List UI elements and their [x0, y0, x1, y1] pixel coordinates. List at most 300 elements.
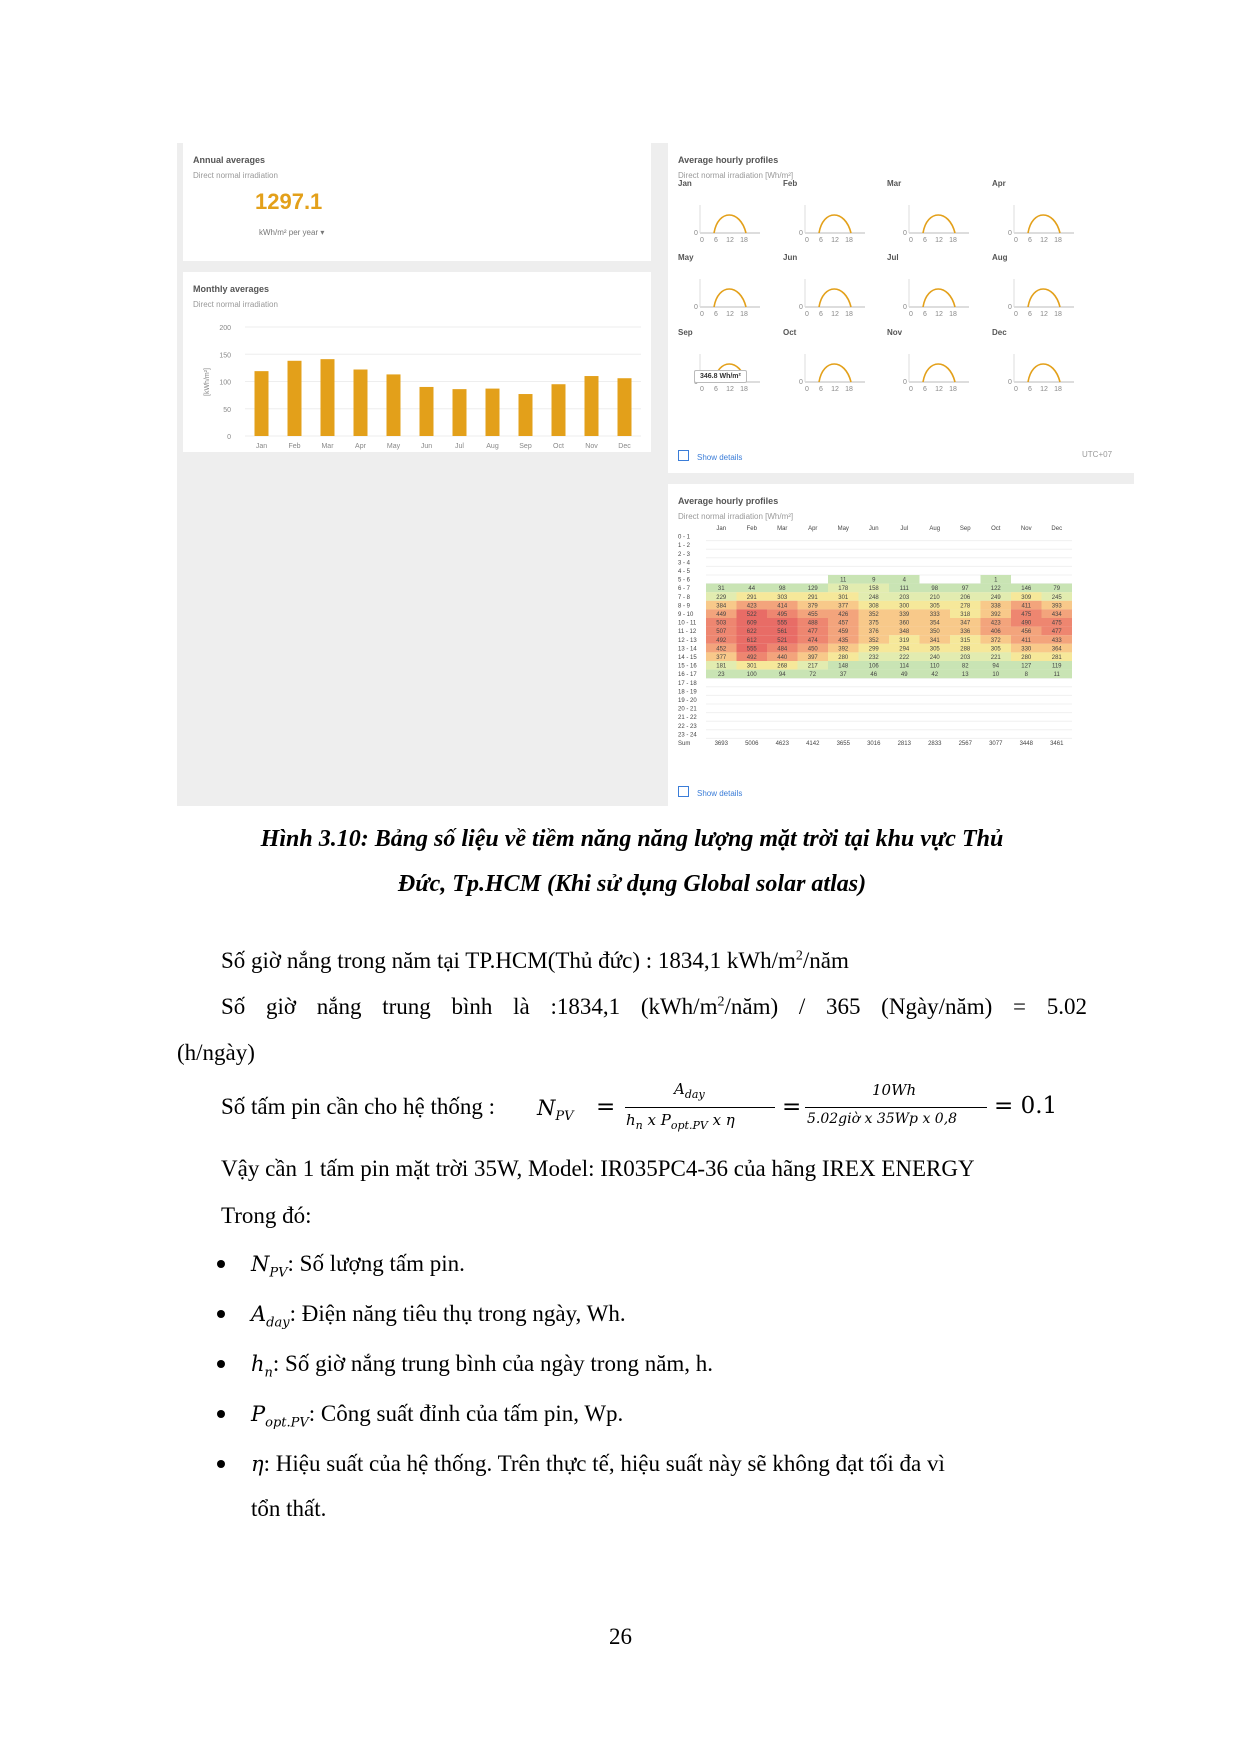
hour-tick-label: 6	[1028, 237, 1032, 243]
hour-tick-label: 0	[700, 237, 704, 243]
hour-tick-label: 6	[1028, 386, 1032, 392]
bar-jun[interactable]	[420, 387, 434, 436]
superscript: 2	[795, 948, 803, 964]
sub: PV	[555, 1109, 574, 1125]
hour-tick-label: 18	[1054, 237, 1062, 243]
heat-cell-value: 42	[931, 672, 939, 679]
hour-tick-label: 12	[1040, 237, 1048, 243]
hour-tick-label: 0	[1014, 386, 1018, 392]
sym: A	[674, 1080, 685, 1098]
column-header: Jul	[900, 526, 909, 532]
heat-cell-value: 206	[960, 594, 971, 601]
profile-curve	[819, 364, 851, 382]
heat-cell-value: 217	[807, 663, 818, 670]
heat-cell-value: 433	[1051, 637, 1062, 644]
bar-may[interactable]	[387, 374, 401, 436]
hourly-profiles-card	[668, 143, 1134, 473]
heat-cell-value: 240	[929, 655, 940, 661]
card-subtitle: Direct normal irradiation	[193, 300, 278, 309]
hour-tick-label: 6	[819, 386, 823, 392]
hour-tick-label: 18	[845, 237, 853, 243]
heat-cell-value: 37	[839, 672, 847, 679]
hour-tick-label: 12	[1040, 311, 1048, 317]
column-header: Dec	[1051, 526, 1063, 532]
heat-cell-value: 338	[990, 603, 1001, 610]
heat-cell-value: 364	[1051, 646, 1062, 653]
row-label: 21 - 22	[678, 715, 697, 722]
heat-cell-value: 411	[1021, 603, 1032, 610]
column-header: Aug	[929, 526, 941, 532]
hour-tick-label: 18	[949, 311, 957, 317]
panel-count-formula	[221, 1082, 1101, 1142]
row-label: 11 - 12	[678, 629, 697, 636]
zero-label: 0	[903, 379, 907, 386]
heat-cell-value: 435	[838, 637, 849, 644]
heat-cell-value: 129	[807, 586, 818, 593]
profile-chart-oct[interactable]	[783, 352, 873, 392]
symbol: N	[251, 1252, 270, 1276]
heat-cell-value: 622	[746, 629, 757, 636]
heat-cell-value: 1	[994, 577, 998, 584]
bullet-dot	[217, 1310, 225, 1318]
heat-cell-value: 31	[717, 586, 725, 593]
profile-curve	[923, 215, 955, 233]
sym: x η	[707, 1111, 735, 1129]
sym: x P	[642, 1111, 671, 1129]
heat-cell-value: 98	[778, 586, 786, 593]
symbol-sub: day	[266, 1315, 290, 1331]
definition-text: : Hiệu suất của hệ thống. Trên thực tế, hiệu suất này sẽ không đạt tối đa vì	[263, 1451, 945, 1476]
bullet-dot	[217, 1260, 225, 1268]
heat-cell-value: 305	[929, 603, 940, 610]
hour-tick-label: 18	[949, 237, 957, 243]
hour-tick-label: 0	[1014, 237, 1018, 243]
row-label: 3 - 4	[678, 560, 691, 567]
heat-cell-value: 561	[777, 629, 788, 636]
heat-cell-value: 377	[716, 655, 727, 661]
fraction1-denominator	[626, 1111, 735, 1132]
sun-hours-unit: (h/ngày)	[177, 1040, 255, 1065]
heat-cell-value: 308	[868, 603, 879, 610]
hour-tick-label: 0	[1014, 311, 1018, 317]
heat-cell-value: 339	[899, 612, 910, 618]
sum-value: 4142	[806, 741, 820, 747]
bar-nov[interactable]	[585, 376, 599, 436]
heat-cell-value: 72	[809, 672, 817, 679]
profile-chart-jan[interactable]	[678, 203, 768, 243]
sub: n	[635, 1119, 643, 1132]
hourly-heatmap-table	[668, 484, 1134, 806]
y-tick-label: 150	[219, 352, 231, 360]
heat-cell-value: 384	[716, 603, 727, 610]
heat-cell-value: 521	[777, 637, 788, 644]
card-subtitle: Direct normal irradiation	[193, 171, 278, 180]
heat-cell-value: 440	[777, 655, 788, 661]
sum-value: 2567	[958, 741, 972, 747]
bar-aug[interactable]	[486, 389, 500, 436]
profile-chart-apr[interactable]	[992, 203, 1082, 243]
value-tooltip: 346.8 Wh/m²	[694, 370, 747, 383]
heat-cell-value: 434	[1051, 612, 1062, 618]
y-tick-label: 0	[227, 434, 231, 441]
heat-cell-value: 303	[777, 594, 788, 601]
hourly-table-card	[668, 484, 1134, 806]
profile-curve	[923, 364, 955, 382]
heat-cell-value: 309	[1021, 594, 1032, 601]
profile-month-label: Dec	[992, 328, 1007, 337]
zero-label: 0	[799, 379, 803, 386]
profile-curve	[1028, 364, 1060, 382]
heat-cell-value: 477	[1051, 629, 1062, 636]
heat-cell-value: 305	[929, 646, 940, 653]
heat-cell-value: 490	[1021, 620, 1032, 627]
heat-cell-value: 268	[777, 663, 788, 670]
heat-cell-value: 347	[960, 620, 971, 627]
heat-cell-value: 522	[746, 612, 757, 618]
sym: N	[537, 1096, 556, 1120]
heat-cell-value: 23	[717, 672, 725, 679]
bar-jul[interactable]	[453, 389, 467, 436]
profile-chart-jun[interactable]	[783, 277, 873, 317]
column-header: Jun	[868, 526, 879, 532]
heat-cell-value: 423	[990, 620, 1001, 627]
external-link-icon	[678, 786, 689, 797]
profile-curve	[819, 289, 851, 307]
bar-dec[interactable]	[618, 378, 632, 436]
hour-tick-label: 6	[1028, 311, 1032, 317]
show-details-link[interactable]	[678, 450, 742, 462]
figure-caption-line2: Đức, Tp.HCM (Khi sử dụng Global solar atlas)	[397, 871, 867, 897]
hour-tick-label: 0	[805, 237, 809, 243]
equals: =	[596, 1094, 616, 1120]
heat-cell-value: 221	[990, 655, 1001, 661]
bar-mar[interactable]	[321, 359, 335, 436]
sum-value: 3077	[989, 741, 1003, 747]
annual-averages-card	[183, 143, 651, 261]
heat-cell-value: 333	[929, 612, 940, 618]
bar-sep[interactable]	[519, 394, 533, 436]
heat-cell-value: 10	[992, 672, 1000, 679]
hour-tick-label: 12	[726, 237, 734, 243]
heat-cell-value: 110	[929, 663, 940, 670]
hour-tick-label: 6	[714, 237, 718, 243]
sum-value: 2833	[928, 741, 942, 747]
hour-tick-label: 18	[1054, 311, 1062, 317]
profile-month-label: Feb	[783, 179, 798, 188]
monthly-bar-chart	[183, 272, 651, 452]
column-header: Apr	[808, 526, 818, 532]
heat-cell-value: 249	[990, 594, 1001, 601]
heat-cell-value: 94	[778, 672, 786, 679]
heat-cell-value: 319	[899, 637, 910, 644]
hour-tick-label: 0	[805, 386, 809, 392]
x-tick-label: Feb	[288, 443, 301, 450]
heat-cell-value: 377	[838, 603, 849, 610]
zero-label: 0	[903, 230, 907, 237]
heat-cell-value: 423	[746, 603, 757, 610]
hour-tick-label: 12	[831, 386, 839, 392]
heat-cell-value: 492	[716, 637, 727, 644]
zero-label: 0	[799, 304, 803, 311]
heat-cell-value: 288	[960, 646, 971, 653]
definition-text: : Công suất đỉnh của tấm pin, Wp.	[308, 1401, 624, 1426]
card-title: Annual averages	[193, 155, 266, 165]
heat-cell-value: 94	[992, 663, 1000, 670]
zero-label: 0	[799, 230, 803, 237]
hour-tick-label: 12	[726, 311, 734, 317]
hour-tick-label: 18	[845, 386, 853, 392]
hour-tick-label: 0	[700, 311, 704, 317]
heat-cell-value: 114	[899, 663, 910, 670]
heat-cell-value: 406	[990, 629, 1001, 636]
heat-cell-value: 492	[746, 655, 757, 661]
definition-text: : Số lượng tấm pin.	[287, 1251, 465, 1276]
heat-cell-value: 495	[777, 612, 788, 618]
monthly-averages-card	[183, 272, 651, 452]
heat-cell-value: 318	[960, 612, 971, 618]
zero-label: 0	[903, 304, 907, 311]
profile-month-label: Apr	[992, 179, 1006, 188]
y-tick-label: 200	[219, 325, 231, 332]
profile-chart-feb[interactable]	[783, 203, 873, 243]
heat-cell-value: 4	[902, 577, 906, 584]
row-label: 7 - 8	[678, 594, 691, 601]
heat-cell-value: 280	[838, 655, 849, 661]
hour-tick-label: 12	[831, 237, 839, 243]
sun-hours-average	[221, 994, 1087, 1020]
superscript: 2	[717, 994, 725, 1010]
row-label: 19 - 20	[678, 698, 697, 704]
x-tick-label: Apr	[355, 443, 366, 450]
heat-cell-value: 301	[746, 663, 757, 670]
row-label: Sum	[678, 741, 691, 747]
x-tick-label: Oct	[553, 443, 564, 450]
y-tick-label: 100	[219, 379, 231, 387]
heat-cell-value: 336	[960, 629, 971, 636]
card-subtitle: Direct normal irradiation [Wh/m²]	[678, 512, 794, 521]
heat-cell-value: 299	[868, 646, 879, 653]
heat-cell-value: 372	[990, 637, 1001, 644]
show-details-label: Show details	[697, 789, 743, 798]
symbol: h	[251, 1352, 265, 1376]
profile-month-label: Sep	[678, 328, 693, 337]
heat-cell-value: 393	[1051, 603, 1062, 610]
heat-cell-value: 294	[899, 646, 910, 653]
column-header: Mar	[777, 526, 788, 532]
row-label: 4 - 5	[678, 569, 691, 575]
hour-tick-label: 18	[740, 237, 748, 243]
heat-cell-value: 148	[838, 663, 849, 670]
where-label: Trong đó:	[221, 1203, 312, 1228]
sun-hours-year	[221, 948, 849, 974]
heat-cell-value: 9	[872, 577, 876, 584]
heat-cell-value: 612	[746, 637, 757, 644]
symbol: η	[251, 1452, 264, 1476]
text-part: /năm) / 365 (Ngày/năm) = 5.02	[724, 994, 1087, 1019]
row-label: 15 - 16	[678, 663, 697, 670]
heat-cell-value: 450	[807, 646, 818, 653]
profile-chart-mar[interactable]	[887, 203, 977, 243]
heat-cell-value: 11	[1053, 672, 1060, 679]
y-tick-label: 50	[223, 406, 231, 414]
bar-feb[interactable]	[288, 361, 302, 436]
show-details-link[interactable]	[678, 786, 742, 798]
x-tick-label: Aug	[486, 443, 499, 450]
row-label: 6 - 7	[678, 586, 691, 593]
equals: =	[782, 1094, 802, 1120]
heat-cell-value: 426	[838, 612, 849, 618]
sub: opt.PV	[670, 1119, 708, 1132]
heat-cell-value: 82	[961, 663, 969, 670]
hour-tick-label: 18	[845, 311, 853, 317]
hour-tick-label: 6	[714, 386, 718, 392]
hour-tick-label: 18	[1054, 386, 1062, 392]
hour-tick-label: 12	[935, 311, 943, 317]
heat-cell-value: 300	[899, 603, 910, 610]
heat-cell-value: 330	[1021, 646, 1032, 653]
heat-cell-value: 222	[899, 655, 910, 661]
sum-value: 4623	[775, 741, 789, 747]
heat-cell-value: 11	[840, 577, 847, 584]
profile-month-label: Jun	[783, 253, 798, 262]
heat-cell-value: 414	[777, 603, 788, 610]
profile-chart-nov[interactable]	[887, 352, 977, 392]
text-part: Số giờ nắng trung bình là :1834,1 (kWh/m	[221, 994, 718, 1019]
fraction1-numerator	[674, 1080, 705, 1101]
row-label: 14 - 15	[678, 655, 697, 661]
hour-tick-label: 12	[935, 386, 943, 392]
annual-value: 1297.1	[255, 189, 323, 214]
card-title: Monthly averages	[193, 284, 270, 294]
solar-atlas-screenshot	[177, 143, 1134, 806]
sum-value: 3693	[714, 741, 728, 747]
heat-cell-value: 119	[1051, 663, 1062, 670]
heat-cell-value: 379	[807, 603, 818, 610]
zero-label: 0	[694, 230, 698, 237]
fraction2-numerator: 10Wh	[872, 1081, 917, 1099]
column-header: Jan	[716, 526, 727, 532]
profile-curve	[923, 289, 955, 307]
x-tick-label: May	[386, 443, 401, 450]
sum-value: 3655	[836, 741, 850, 747]
zero-label: 0	[694, 304, 698, 311]
hour-tick-label: 0	[909, 311, 913, 317]
profile-curve	[714, 289, 746, 307]
heat-cell-value: 245	[1051, 594, 1062, 601]
bar-apr[interactable]	[354, 370, 368, 436]
profile-chart-aug[interactable]	[992, 277, 1082, 317]
definition-text: : Điện năng tiêu thụ trong ngày, Wh.	[289, 1301, 626, 1326]
profile-curve	[1028, 289, 1060, 307]
hour-tick-label: 6	[819, 311, 823, 317]
bar-jan[interactable]	[255, 371, 269, 436]
sum-value: 3448	[1019, 741, 1033, 747]
heat-cell-value: 475	[1051, 620, 1062, 627]
bullet-dot	[217, 1410, 225, 1418]
zero-label: 0	[1008, 379, 1012, 386]
heat-cell-value: 79	[1053, 586, 1061, 593]
sum-value: 3461	[1050, 741, 1064, 747]
heat-cell-value: 46	[870, 672, 878, 679]
heat-cell-value: 488	[807, 620, 818, 627]
heat-cell-value: 459	[838, 629, 849, 636]
heat-cell-value: 281	[1051, 655, 1062, 661]
heat-cell-value: 375	[868, 620, 879, 627]
show-details-label: Show details	[697, 453, 743, 462]
external-link-icon	[678, 450, 689, 461]
profile-curve	[819, 215, 851, 233]
row-label: 9 - 10	[678, 612, 694, 618]
formula-result: = 0.1	[994, 1093, 1058, 1119]
hour-tick-label: 6	[819, 237, 823, 243]
heat-cell-value: 229	[716, 594, 727, 601]
profile-month-label: Jan	[678, 179, 692, 188]
card-subtitle: Direct normal irradiation [Wh/m²]	[678, 171, 794, 180]
bar-oct[interactable]	[552, 384, 566, 436]
heat-cell-value: 449	[716, 612, 727, 618]
profile-chart-dec[interactable]	[992, 352, 1082, 392]
panel-conclusion: Vậy cần 1 tấm pin mặt trời 35W, Model: IR035PC4-36 của hãng IREX ENERGY	[221, 1156, 975, 1181]
heat-cell-value: 158	[868, 586, 879, 593]
heat-cell-value: 457	[838, 620, 849, 627]
hour-tick-label: 18	[740, 311, 748, 317]
row-label: 22 - 23	[678, 723, 697, 730]
heat-cell-value: 411	[1021, 637, 1032, 644]
heat-cell-value: 13	[961, 672, 969, 679]
column-header: May	[837, 526, 849, 532]
profile-chart-jul[interactable]	[887, 277, 977, 317]
row-label: 12 - 13	[678, 637, 697, 644]
heat-cell-value: 111	[899, 586, 909, 593]
hour-tick-label: 12	[935, 237, 943, 243]
hour-tick-label: 0	[700, 386, 704, 392]
heat-cell-value: 97	[961, 586, 969, 593]
heat-cell-value: 305	[990, 646, 1001, 653]
sum-value: 2813	[897, 741, 911, 747]
profile-month-label: Oct	[783, 328, 797, 337]
heat-cell-value: 8	[1024, 672, 1028, 679]
formula-lead: Số tấm pin cần cho hệ thống :	[221, 1094, 496, 1119]
x-tick-label: Sep	[519, 443, 532, 450]
heat-cell-value: 352	[868, 637, 879, 644]
column-header: Oct	[991, 526, 1001, 532]
zero-label: 0	[1008, 304, 1012, 311]
heat-cell-value: 474	[807, 637, 818, 644]
heat-cell-value: 555	[777, 620, 788, 627]
profile-chart-may[interactable]	[678, 277, 768, 317]
heat-cell-value: 392	[838, 646, 849, 653]
heat-cell-value: 484	[777, 646, 788, 653]
heat-cell-value: 348	[899, 629, 910, 636]
heat-cell-value: 291	[746, 594, 757, 601]
heat-cell-value: 146	[1021, 586, 1032, 593]
heat-cell-value: 301	[838, 594, 849, 601]
row-label: 17 - 18	[678, 680, 697, 687]
fraction2-bar	[805, 1107, 987, 1108]
heat-cell-value: 127	[1021, 663, 1032, 670]
row-label: 0 - 1	[678, 534, 691, 541]
hour-tick-label: 0	[909, 237, 913, 243]
x-tick-label: Nov	[585, 443, 598, 450]
heat-cell-value: 376	[868, 629, 879, 636]
figure-caption-line1: Hình 3.10: Bảng số liệu về tiềm năng năng lượng mặt trời tại khu vực Thủ	[260, 826, 1004, 852]
profile-month-label: Mar	[887, 179, 902, 188]
row-label: 1 - 2	[678, 543, 691, 550]
heat-cell-value: 452	[716, 646, 727, 653]
unit-selector[interactable]: kWh/m² per year ▾	[259, 228, 325, 237]
heat-cell-value: 98	[931, 586, 939, 593]
zero-label: 0	[1008, 230, 1012, 237]
